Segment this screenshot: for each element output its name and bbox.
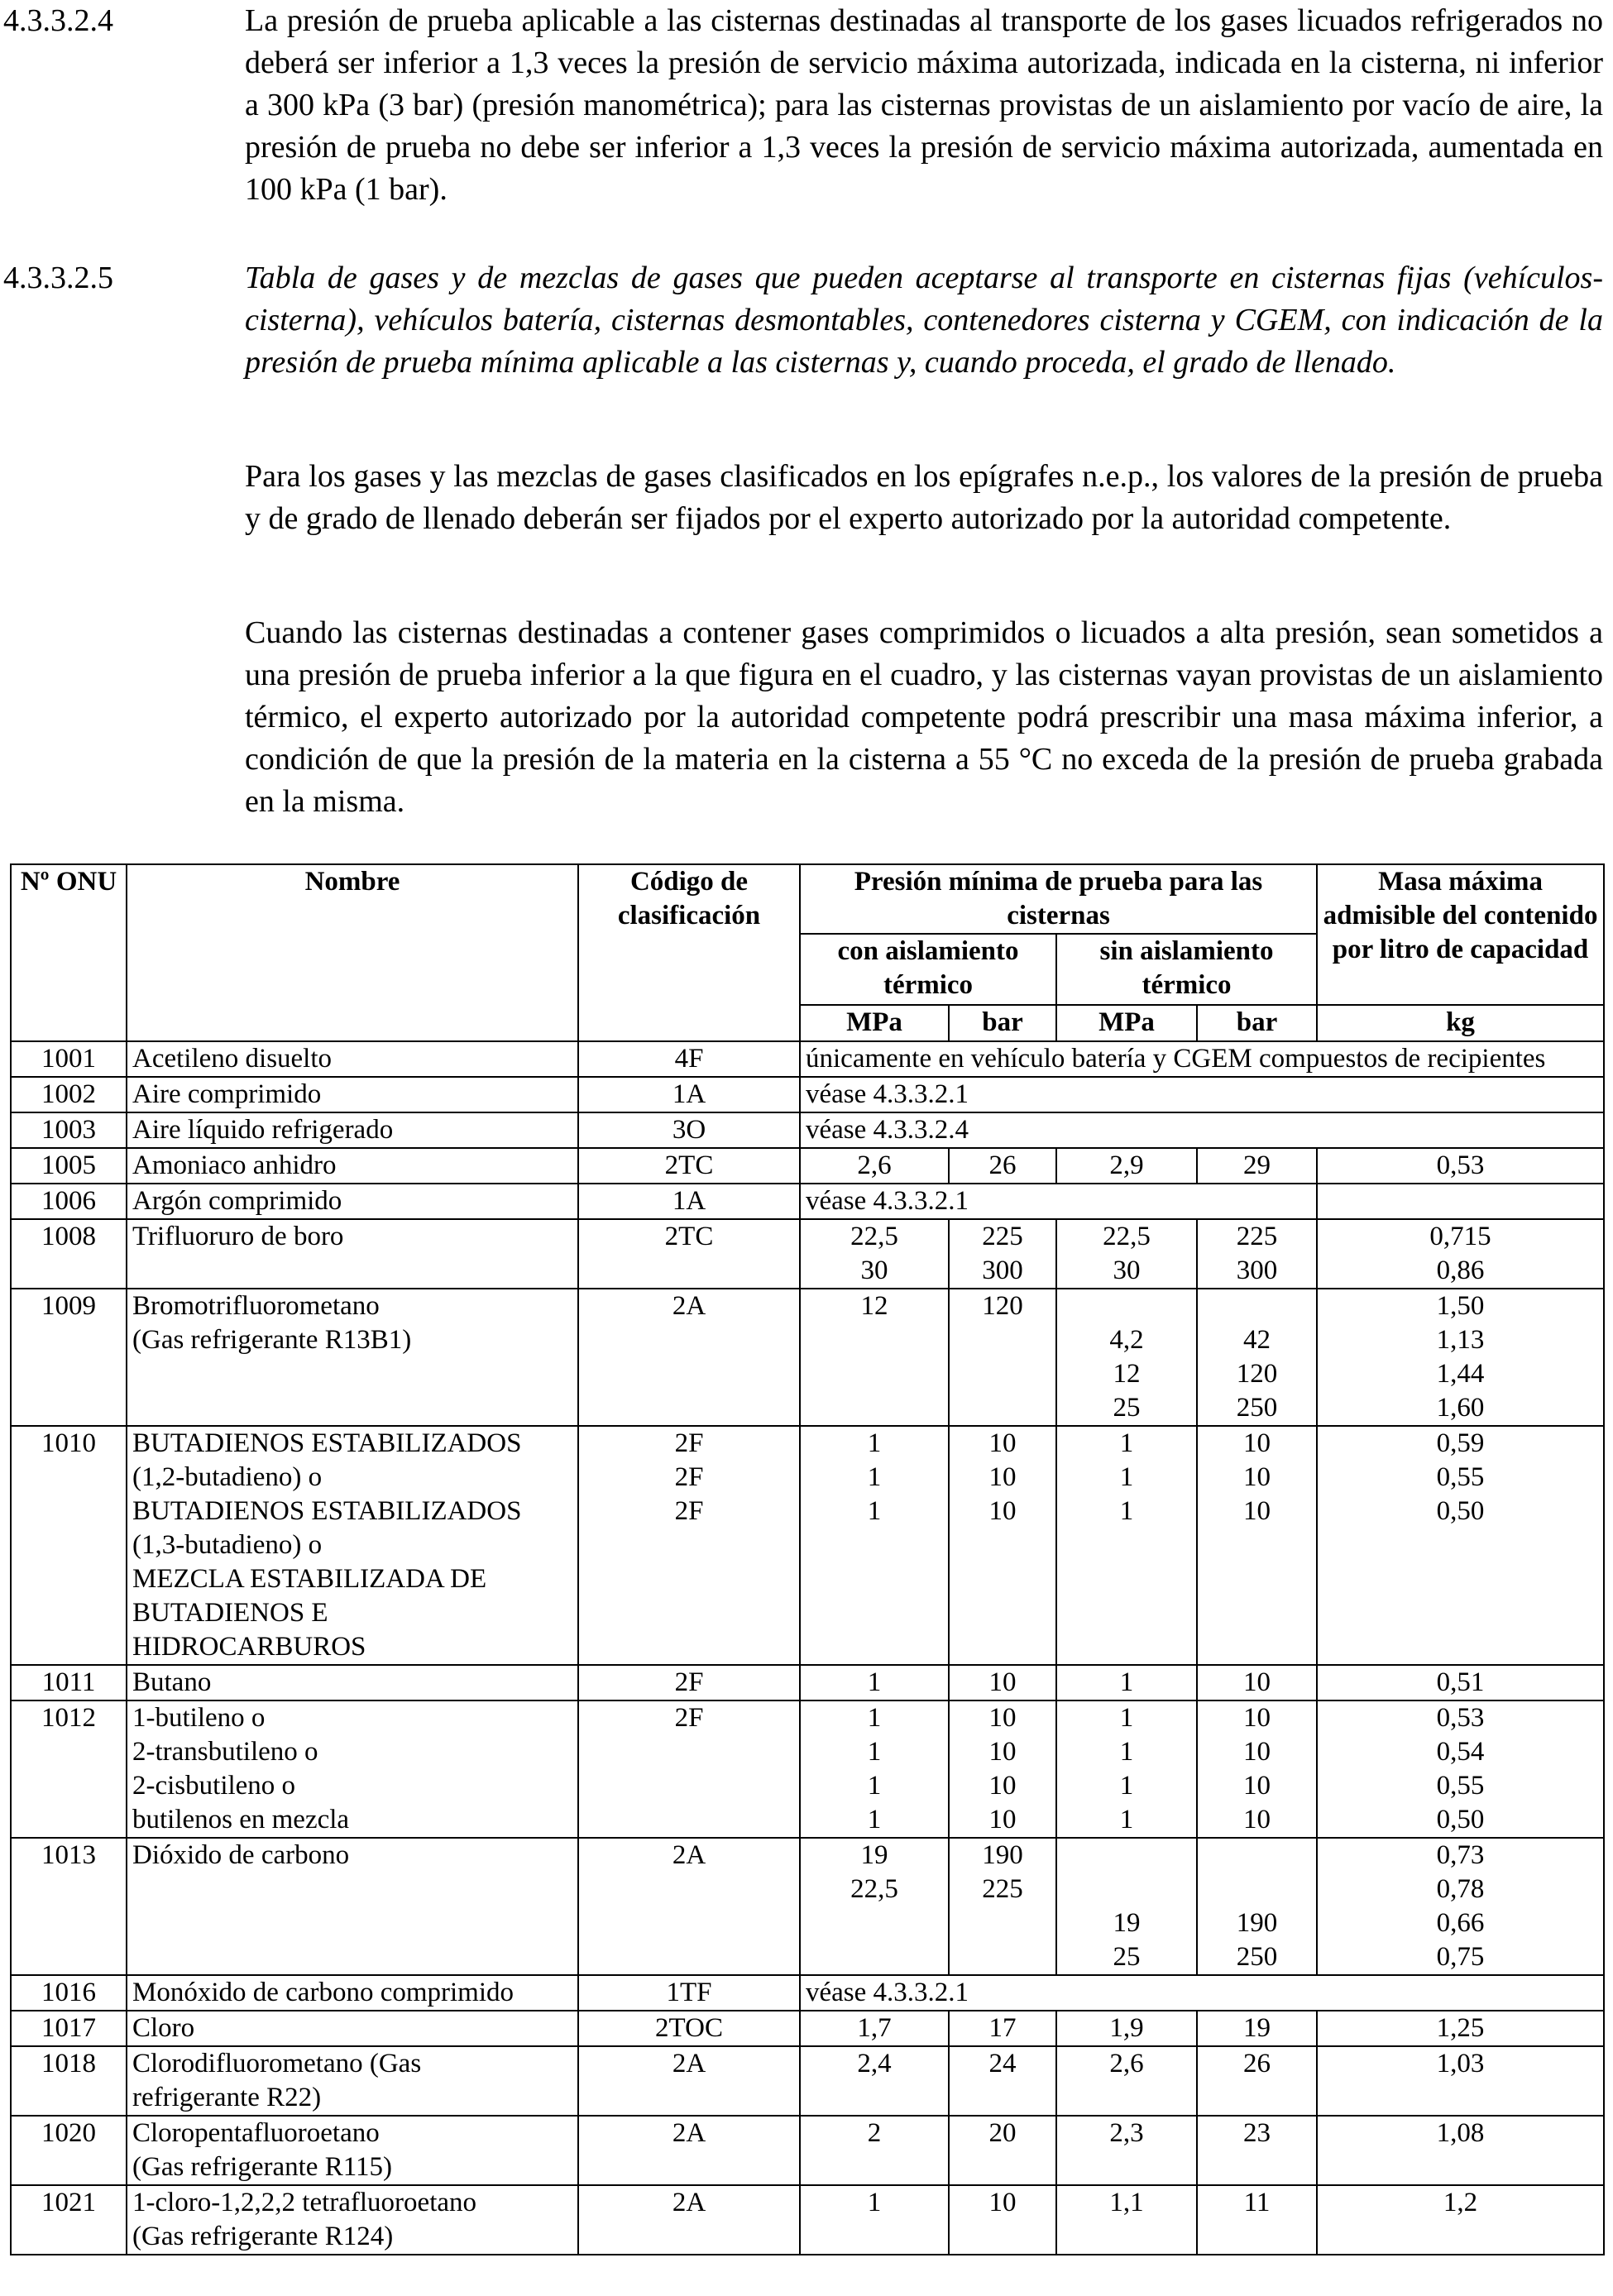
table-row xyxy=(11,1077,1604,1112)
cell-name-line: BUTADIENOS ESTABILIZADOS xyxy=(132,1496,522,1526)
cell-mpa-insulated-line: 19 xyxy=(860,1840,888,1870)
header-un-number: Nº ONU xyxy=(11,864,127,1041)
cell-mpa-insulated-line: 22,5 xyxy=(850,1874,898,1904)
cell-bar-insulated-line: 225 xyxy=(982,1874,1023,1904)
cell-code-line: 2TC xyxy=(664,1150,714,1180)
cell-bar-insulated-line: 10 xyxy=(988,1496,1017,1526)
cell-kg xyxy=(1317,1700,1604,1838)
cell-un-number: 1016 xyxy=(11,1975,127,2011)
cell-bar-insulated-line: 10 xyxy=(988,1703,1017,1733)
cell-mpa-uninsulated-line: 1 xyxy=(1119,1805,1134,1834)
cell-mpa-insulated-line: 2,4 xyxy=(857,2049,892,2078)
cell-bar-insulated xyxy=(949,2011,1056,2046)
cell-bar-uninsulated xyxy=(1197,1289,1317,1426)
cell-mpa-insulated-line: 1 xyxy=(867,1462,882,1492)
cell-name-line: MEZCLA ESTABILIZADA DE xyxy=(132,1564,487,1594)
header-max-mass: Masa máxima admisible del contenido por litro de capacidad xyxy=(1317,864,1604,1005)
cell-kg xyxy=(1317,2185,1604,2255)
cell-kg-line: 1,60 xyxy=(1436,1393,1485,1423)
cell-un-number: 1010 xyxy=(11,1426,127,1665)
cell-mpa-insulated xyxy=(800,1426,949,1665)
cell-kg xyxy=(1317,1426,1604,1665)
cell-note: únicamente en vehículo batería y CGEM compuestos de recipientes xyxy=(800,1041,1604,1077)
cell-bar-insulated-line: 10 xyxy=(988,1428,1017,1458)
header-with-insulation: con aislamiento térmico xyxy=(800,934,1056,1005)
cell-kg-line: 0,66 xyxy=(1436,1908,1485,1938)
cell-un-number: 1012 xyxy=(11,1700,127,1838)
header-unit-mpa: MPa xyxy=(1056,1005,1197,1041)
cell-code xyxy=(578,1665,800,1700)
cell-bar-uninsulated xyxy=(1197,2046,1317,2116)
cell-bar-insulated xyxy=(949,1665,1056,1700)
cell-code-line: 2F xyxy=(674,1703,704,1733)
cell-code-line: 2F xyxy=(674,1496,704,1526)
cell-un-number: 1005 xyxy=(11,1148,127,1184)
cell-mpa-uninsulated-line: 25 xyxy=(1113,1942,1141,1972)
cell-code xyxy=(578,1838,800,1975)
table-row xyxy=(11,1975,1604,2011)
cell-name-line: Trifluoruro de boro xyxy=(132,1222,344,1251)
cell-code-line: 1A xyxy=(672,1079,706,1109)
cell-code-line: 2F xyxy=(674,1462,704,1492)
cell-name xyxy=(127,1700,578,1838)
cell-kg xyxy=(1317,2046,1604,2116)
cell-bar-insulated-line: 24 xyxy=(988,2049,1017,2078)
table-row xyxy=(11,1700,1604,1838)
cell-kg-line: 1,03 xyxy=(1436,2049,1485,2078)
header-min-pressure: Presión mínima de prueba para las cisternas xyxy=(800,864,1317,934)
cell-code xyxy=(578,1077,800,1112)
cell-name-line: Bromotrifluorometano xyxy=(132,1291,380,1321)
cell-mpa-insulated-line: 22,5 xyxy=(850,1222,898,1251)
cell-mpa-insulated-line: 12 xyxy=(860,1291,888,1321)
cell-code xyxy=(578,1184,800,1219)
header-unit-mpa: MPa xyxy=(800,1005,949,1041)
cell-code-line: 1A xyxy=(672,1186,706,1216)
cell-un-number: 1003 xyxy=(11,1112,127,1148)
cell-bar-uninsulated-line: 10 xyxy=(1243,1703,1271,1733)
cell-un-number: 1006 xyxy=(11,1184,127,1219)
cell-bar-insulated-line: 120 xyxy=(982,1291,1023,1321)
cell-bar-uninsulated-line: 10 xyxy=(1243,1737,1271,1767)
cell-kg-line: 0,53 xyxy=(1436,1703,1485,1733)
cell-mpa-insulated xyxy=(800,1219,949,1289)
cell-name-line: 2-transbutileno o xyxy=(132,1737,318,1767)
cell-bar-uninsulated-line: 190 xyxy=(1236,1908,1278,1938)
cell-bar-insulated-line: 225 xyxy=(982,1222,1023,1251)
cell-mpa-uninsulated xyxy=(1056,2046,1197,2116)
table-row xyxy=(11,1665,1604,1700)
cell-mpa-insulated xyxy=(800,1838,949,1975)
cell-un-number: 1018 xyxy=(11,2046,127,2116)
cell-mpa-uninsulated xyxy=(1056,1665,1197,1700)
cell-name xyxy=(127,1077,578,1112)
cell-bar-insulated xyxy=(949,2185,1056,2255)
cell-mpa-uninsulated-line: 22,5 xyxy=(1103,1222,1151,1251)
header-unit-bar: bar xyxy=(949,1005,1056,1041)
cell-bar-insulated xyxy=(949,1426,1056,1665)
section-paragraph: Cuando las cisternas destinadas a contener gases comprimidos o licuados a alta presión, sean sometidos a una presión de prueba inferior a la que figura en el cuadro, y las cisternas vayan provistas de un aislamiento térmico, el experto autorizado por la autoridad competente podrá prescribir una masa máxima inferior, a condición de que la presión de la materia en la cisterna a 55 °C no exceda de la presión de prueba grabada en la misma. xyxy=(245,615,1603,819)
cell-name xyxy=(127,1041,578,1077)
cell-un-number: 1017 xyxy=(11,2011,127,2046)
cell-kg xyxy=(1317,2011,1604,2046)
cell-name-line: Cloropentafluoroetano xyxy=(132,2118,380,2148)
cell-bar-uninsulated-line: 19 xyxy=(1243,2013,1271,2043)
cell-mpa-insulated xyxy=(800,1700,949,1838)
cell-kg-line: 1,44 xyxy=(1436,1359,1485,1389)
cell-mpa-uninsulated-line: 1 xyxy=(1119,1667,1134,1697)
cell-kg-line: 0,55 xyxy=(1436,1771,1485,1801)
cell-bar-uninsulated xyxy=(1197,2011,1317,2046)
cell-note: véase 4.3.3.2.4 xyxy=(800,1112,1604,1148)
cell-mpa-uninsulated-line: 1 xyxy=(1119,1428,1134,1458)
cell-mpa-uninsulated xyxy=(1056,1838,1197,1975)
header-code: Código de clasificación xyxy=(578,864,800,1041)
cell-mpa-uninsulated-line: 1,9 xyxy=(1109,2013,1144,2043)
cell-kg xyxy=(1317,1184,1604,1219)
cell-mpa-uninsulated xyxy=(1056,1148,1197,1184)
cell-bar-insulated xyxy=(949,1148,1056,1184)
cell-mpa-insulated xyxy=(800,2185,949,2255)
cell-mpa-uninsulated-line: 25 xyxy=(1113,1393,1141,1423)
cell-kg xyxy=(1317,1665,1604,1700)
cell-name-line: (Gas refrigerante R13B1) xyxy=(132,1325,412,1355)
cell-name-line: Amoniaco anhidro xyxy=(132,1150,337,1180)
cell-bar-insulated-line: 10 xyxy=(988,1805,1017,1834)
cell-bar-insulated xyxy=(949,2116,1056,2185)
cell-mpa-uninsulated-line: 4,2 xyxy=(1109,1325,1144,1355)
cell-code xyxy=(578,1426,800,1665)
cell-bar-uninsulated-line: 10 xyxy=(1243,1428,1271,1458)
cell-mpa-uninsulated xyxy=(1056,1700,1197,1838)
cell-mpa-insulated-line: 1 xyxy=(867,1667,882,1697)
cell-bar-insulated xyxy=(949,1838,1056,1975)
cell-bar-insulated xyxy=(949,1219,1056,1289)
table-row xyxy=(11,2185,1604,2255)
cell-kg-line: 0,75 xyxy=(1436,1942,1485,1972)
cell-kg-line xyxy=(1323,1184,1598,1218)
cell-name-line: (1,2-butadieno) o xyxy=(132,1462,323,1492)
cell-bar-uninsulated-line: 10 xyxy=(1243,1667,1271,1697)
table-row xyxy=(11,1148,1604,1184)
cell-code-line: 2F xyxy=(674,1667,704,1697)
cell-name-line: (1,3-butadieno) o xyxy=(132,1530,323,1560)
cell-name-line: HIDROCARBUROS xyxy=(132,1632,366,1662)
cell-code xyxy=(578,2185,800,2255)
cell-un-number: 1001 xyxy=(11,1041,127,1077)
cell-note: véase 4.3.3.2.1 xyxy=(800,1184,1317,1219)
cell-bar-insulated-line: 10 xyxy=(988,1771,1017,1801)
cell-code-line: 2A xyxy=(672,1291,706,1321)
cell-name-line: Aire líquido refrigerado xyxy=(132,1115,394,1145)
cell-mpa-insulated-line: 2 xyxy=(867,2118,882,2148)
cell-name-line: Argón comprimido xyxy=(132,1186,342,1216)
cell-kg xyxy=(1317,1148,1604,1184)
cell-mpa-insulated-line: 1 xyxy=(867,1737,882,1767)
cell-mpa-insulated-line: 1,7 xyxy=(857,2013,892,2043)
cell-bar-uninsulated-line xyxy=(1203,1289,1311,1323)
cell-mpa-uninsulated-line: 12 xyxy=(1113,1359,1141,1389)
cell-name-line: butilenos en mezcla xyxy=(132,1805,350,1834)
cell-mpa-insulated xyxy=(800,1665,949,1700)
cell-name xyxy=(127,1148,578,1184)
cell-mpa-uninsulated-line: 19 xyxy=(1113,1908,1141,1938)
cell-mpa-uninsulated-line: 30 xyxy=(1113,1256,1141,1285)
cell-bar-uninsulated xyxy=(1197,1700,1317,1838)
cell-bar-uninsulated-line: 300 xyxy=(1236,1256,1278,1285)
cell-bar-insulated xyxy=(949,2046,1056,2116)
section-paragraph: La presión de prueba aplicable a las cisternas destinadas al transporte de los gases licuados refrigerados no deberá ser inferior a 1,3 veces la presión de servicio máxima autorizada, indicada en la cisterna, ni inferior a 300 kPa (3 bar) (presión manométrica); para las cisternas provistas de un aislamiento por vacío de aire, la presión de prueba no debe ser inferior a 1,3 veces la presión de servicio máxima autorizada, aumentada en 100 kPa (1 bar). xyxy=(245,3,1603,207)
cell-code-line: 2A xyxy=(672,2188,706,2217)
cell-name xyxy=(127,1112,578,1148)
cell-code-line: 2A xyxy=(672,2118,706,2148)
cell-kg xyxy=(1317,1838,1604,1975)
cell-mpa-insulated xyxy=(800,1289,949,1426)
cell-mpa-insulated-line: 1 xyxy=(867,2188,882,2217)
cell-bar-uninsulated-line: 10 xyxy=(1243,1771,1271,1801)
cell-mpa-uninsulated-line: 1 xyxy=(1119,1771,1134,1801)
cell-code-line: 2F xyxy=(674,1428,704,1458)
table-row xyxy=(11,1184,1604,1219)
cell-name-line: Acetileno disuelto xyxy=(132,1044,333,1074)
cell-kg xyxy=(1317,2116,1604,2185)
cell-code xyxy=(578,1975,800,2011)
cell-code xyxy=(578,2046,800,2116)
cell-mpa-uninsulated-line xyxy=(1062,1839,1191,1873)
cell-name xyxy=(127,1219,578,1289)
cell-code xyxy=(578,1041,800,1077)
cell-kg-line: 0,50 xyxy=(1436,1805,1485,1834)
cell-code xyxy=(578,1289,800,1426)
cell-bar-uninsulated xyxy=(1197,1426,1317,1665)
cell-name xyxy=(127,1289,578,1426)
cell-name-line: 2-cisbutileno o xyxy=(132,1771,296,1801)
cell-name xyxy=(127,1426,578,1665)
cell-bar-insulated xyxy=(949,1700,1056,1838)
cell-bar-uninsulated xyxy=(1197,1219,1317,1289)
cell-kg-line: 1,25 xyxy=(1436,2013,1485,2043)
cell-mpa-insulated-line: 1 xyxy=(867,1428,882,1458)
section-number: 4.3.3.2.5 xyxy=(3,261,113,295)
cell-name-line: refrigerante R22) xyxy=(132,2083,322,2112)
cell-kg-line: 0,50 xyxy=(1436,1496,1485,1526)
cell-kg-line: 0,59 xyxy=(1436,1428,1485,1458)
cell-bar-uninsulated xyxy=(1197,1665,1317,1700)
cell-name xyxy=(127,1184,578,1219)
cell-name xyxy=(127,2185,578,2255)
cell-un-number: 1021 xyxy=(11,2185,127,2255)
table-row xyxy=(11,2011,1604,2046)
table-row xyxy=(11,1112,1604,1148)
cell-mpa-uninsulated xyxy=(1056,2185,1197,2255)
cell-bar-uninsulated-line: 26 xyxy=(1243,2049,1271,2078)
cell-mpa-insulated-line: 30 xyxy=(860,1256,888,1285)
cell-kg-line: 0,53 xyxy=(1436,1150,1485,1180)
cell-mpa-insulated-line: 2,6 xyxy=(857,1150,892,1180)
cell-code-line: 4F xyxy=(674,1044,704,1074)
section-title: Tabla de gases y de mezclas de gases que pueden aceptarse al transporte en cisternas fijas (vehículos-cisterna), vehículos batería, cisternas desmontables, contenedores cisterna y CGEM, con indicación de la presión de prueba mínima aplicable a las cisternas y, cuando proceda, el grado de llenado. xyxy=(245,261,1603,380)
cell-code-line: 1TF xyxy=(666,1978,712,2007)
cell-name xyxy=(127,1665,578,1700)
cell-bar-uninsulated-line: 250 xyxy=(1236,1942,1278,1972)
table-row xyxy=(11,1041,1604,1077)
cell-mpa-uninsulated xyxy=(1056,2011,1197,2046)
cell-kg xyxy=(1317,1219,1604,1289)
table-row xyxy=(11,2046,1604,2116)
cell-mpa-uninsulated-line: 1 xyxy=(1119,1703,1134,1733)
cell-kg-line: 0,51 xyxy=(1436,1667,1485,1697)
cell-name-line: Aire comprimido xyxy=(132,1079,322,1109)
cell-bar-uninsulated xyxy=(1197,2116,1317,2185)
cell-kg-line: 0,55 xyxy=(1436,1462,1485,1492)
table-row xyxy=(11,1426,1604,1665)
cell-kg-line: 1,2 xyxy=(1443,2188,1478,2217)
cell-kg-line: 1,50 xyxy=(1436,1291,1485,1321)
cell-bar-uninsulated xyxy=(1197,1838,1317,1975)
cell-bar-insulated-line: 20 xyxy=(988,2118,1017,2148)
cell-name-line: BUTADIENOS E xyxy=(132,1598,328,1628)
cell-un-number: 1020 xyxy=(11,2116,127,2185)
table-body xyxy=(11,1041,1604,2255)
cell-mpa-uninsulated-line: 2,3 xyxy=(1109,2118,1144,2148)
cell-kg-line: 0,86 xyxy=(1436,1256,1485,1285)
cell-mpa-uninsulated xyxy=(1056,1426,1197,1665)
cell-un-number: 1002 xyxy=(11,1077,127,1112)
cell-name-line: BUTADIENOS ESTABILIZADOS xyxy=(132,1428,522,1458)
cell-bar-uninsulated-line: 225 xyxy=(1236,1222,1278,1251)
cell-mpa-insulated xyxy=(800,1148,949,1184)
cell-kg-line: 0,73 xyxy=(1436,1840,1485,1870)
cell-code-line: 2A xyxy=(672,1840,706,1870)
cell-code xyxy=(578,2116,800,2185)
cell-bar-uninsulated-line: 120 xyxy=(1236,1359,1278,1389)
cell-name-line: Cloro xyxy=(132,2013,195,2043)
cell-bar-insulated-line: 17 xyxy=(988,2013,1017,2043)
header-name: Nombre xyxy=(127,864,578,1041)
cell-mpa-uninsulated-line xyxy=(1062,1289,1191,1323)
cell-mpa-uninsulated-line: 2,9 xyxy=(1109,1150,1144,1180)
cell-kg-line: 1,08 xyxy=(1436,2118,1485,2148)
cell-bar-uninsulated-line xyxy=(1203,1873,1311,1906)
cell-code xyxy=(578,1700,800,1838)
cell-bar-insulated-line: 300 xyxy=(982,1256,1023,1285)
cell-bar-uninsulated-line: 10 xyxy=(1243,1805,1271,1834)
gas-table xyxy=(10,863,1605,2255)
cell-bar-uninsulated-line: 42 xyxy=(1243,1325,1271,1355)
table-row xyxy=(11,1838,1604,1975)
cell-mpa-insulated-line: 1 xyxy=(867,1496,882,1526)
cell-code xyxy=(578,1148,800,1184)
cell-code-line: 3O xyxy=(672,1115,706,1145)
cell-bar-uninsulated-line: 10 xyxy=(1243,1496,1271,1526)
cell-code xyxy=(578,2011,800,2046)
section-paragraph: Para los gases y las mezclas de gases clasificados en los epígrafes n.e.p., los valores de la presión de prueba y de grado de llenado deberán ser fijados por el experto autorizado por la autoridad competente. xyxy=(245,459,1603,536)
cell-bar-uninsulated-line xyxy=(1203,1839,1311,1873)
header-without-insulation: sin aislamiento térmico xyxy=(1056,934,1317,1005)
cell-name-line: Butano xyxy=(132,1667,212,1697)
cell-mpa-insulated xyxy=(800,2011,949,2046)
cell-name xyxy=(127,2116,578,2185)
cell-un-number: 1008 xyxy=(11,1219,127,1289)
cell-kg-line: 0,54 xyxy=(1436,1737,1485,1767)
cell-mpa-insulated-line: 1 xyxy=(867,1771,882,1801)
table-row xyxy=(11,1219,1604,1289)
cell-mpa-uninsulated-line: 2,6 xyxy=(1109,2049,1144,2078)
cell-name-line: 1-butileno o xyxy=(132,1703,266,1733)
cell-name xyxy=(127,1975,578,2011)
cell-bar-insulated xyxy=(949,1289,1056,1426)
cell-name-line: Clorodifluorometano (Gas xyxy=(132,2049,422,2078)
cell-mpa-uninsulated-line: 1 xyxy=(1119,1737,1134,1767)
cell-bar-uninsulated-line: 10 xyxy=(1243,1462,1271,1492)
section-number: 4.3.3.2.4 xyxy=(3,3,113,38)
cell-code xyxy=(578,1219,800,1289)
cell-name-line: Monóxido de carbono comprimido xyxy=(132,1978,515,2007)
cell-mpa-uninsulated-line: 1 xyxy=(1119,1462,1134,1492)
cell-un-number: 1011 xyxy=(11,1665,127,1700)
cell-bar-uninsulated xyxy=(1197,2185,1317,2255)
cell-name-line: (Gas refrigerante R124) xyxy=(132,2222,394,2251)
cell-bar-insulated-line: 10 xyxy=(988,2188,1017,2217)
cell-kg xyxy=(1317,1289,1604,1426)
cell-un-number: 1009 xyxy=(11,1289,127,1426)
cell-bar-insulated-line: 10 xyxy=(988,1462,1017,1492)
cell-mpa-uninsulated xyxy=(1056,1219,1197,1289)
cell-kg-line: 0,78 xyxy=(1436,1874,1485,1904)
cell-mpa-insulated-line: 1 xyxy=(867,1805,882,1834)
cell-kg-line: 0,715 xyxy=(1429,1222,1491,1251)
cell-note: véase 4.3.3.2.1 xyxy=(800,1077,1604,1112)
cell-code xyxy=(578,1112,800,1148)
cell-bar-uninsulated-line: 29 xyxy=(1243,1150,1271,1180)
cell-bar-insulated-line: 10 xyxy=(988,1737,1017,1767)
cell-code-line: 2TC xyxy=(664,1222,714,1251)
cell-mpa-uninsulated-line: 1 xyxy=(1119,1496,1134,1526)
cell-name xyxy=(127,2011,578,2046)
cell-bar-uninsulated-line: 250 xyxy=(1236,1393,1278,1423)
cell-mpa-insulated xyxy=(800,2116,949,2185)
cell-name xyxy=(127,2046,578,2116)
cell-mpa-insulated-line: 1 xyxy=(867,1703,882,1733)
cell-bar-uninsulated-line: 23 xyxy=(1243,2118,1271,2148)
cell-bar-uninsulated xyxy=(1197,1148,1317,1184)
cell-name-line: (Gas refrigerante R115) xyxy=(132,2152,392,2182)
cell-mpa-uninsulated xyxy=(1056,2116,1197,2185)
table-row xyxy=(11,1289,1604,1426)
header-unit-bar: bar xyxy=(1197,1005,1317,1041)
cell-bar-uninsulated-line: 11 xyxy=(1243,2188,1271,2217)
cell-bar-insulated-line: 26 xyxy=(988,1150,1017,1180)
header-unit-kg: kg xyxy=(1317,1005,1604,1041)
cell-un-number: 1013 xyxy=(11,1838,127,1975)
cell-mpa-uninsulated xyxy=(1056,1289,1197,1426)
cell-mpa-insulated xyxy=(800,2046,949,2116)
cell-name-line: Dióxido de carbono xyxy=(132,1840,350,1870)
cell-bar-insulated-line: 10 xyxy=(988,1667,1017,1697)
cell-name-line: 1-cloro-1,2,2,2 tetrafluoroetano xyxy=(132,2188,477,2217)
cell-mpa-uninsulated-line: 1,1 xyxy=(1109,2188,1144,2217)
cell-code-line: 2A xyxy=(672,2049,706,2078)
cell-note: véase 4.3.3.2.1 xyxy=(800,1975,1604,2011)
table-row xyxy=(11,2116,1604,2185)
cell-mpa-uninsulated-line xyxy=(1062,1873,1191,1906)
cell-code-line: 2TOC xyxy=(655,2013,723,2043)
cell-kg-line: 1,13 xyxy=(1436,1325,1485,1355)
cell-bar-insulated-line: 190 xyxy=(982,1840,1023,1870)
cell-name xyxy=(127,1838,578,1975)
